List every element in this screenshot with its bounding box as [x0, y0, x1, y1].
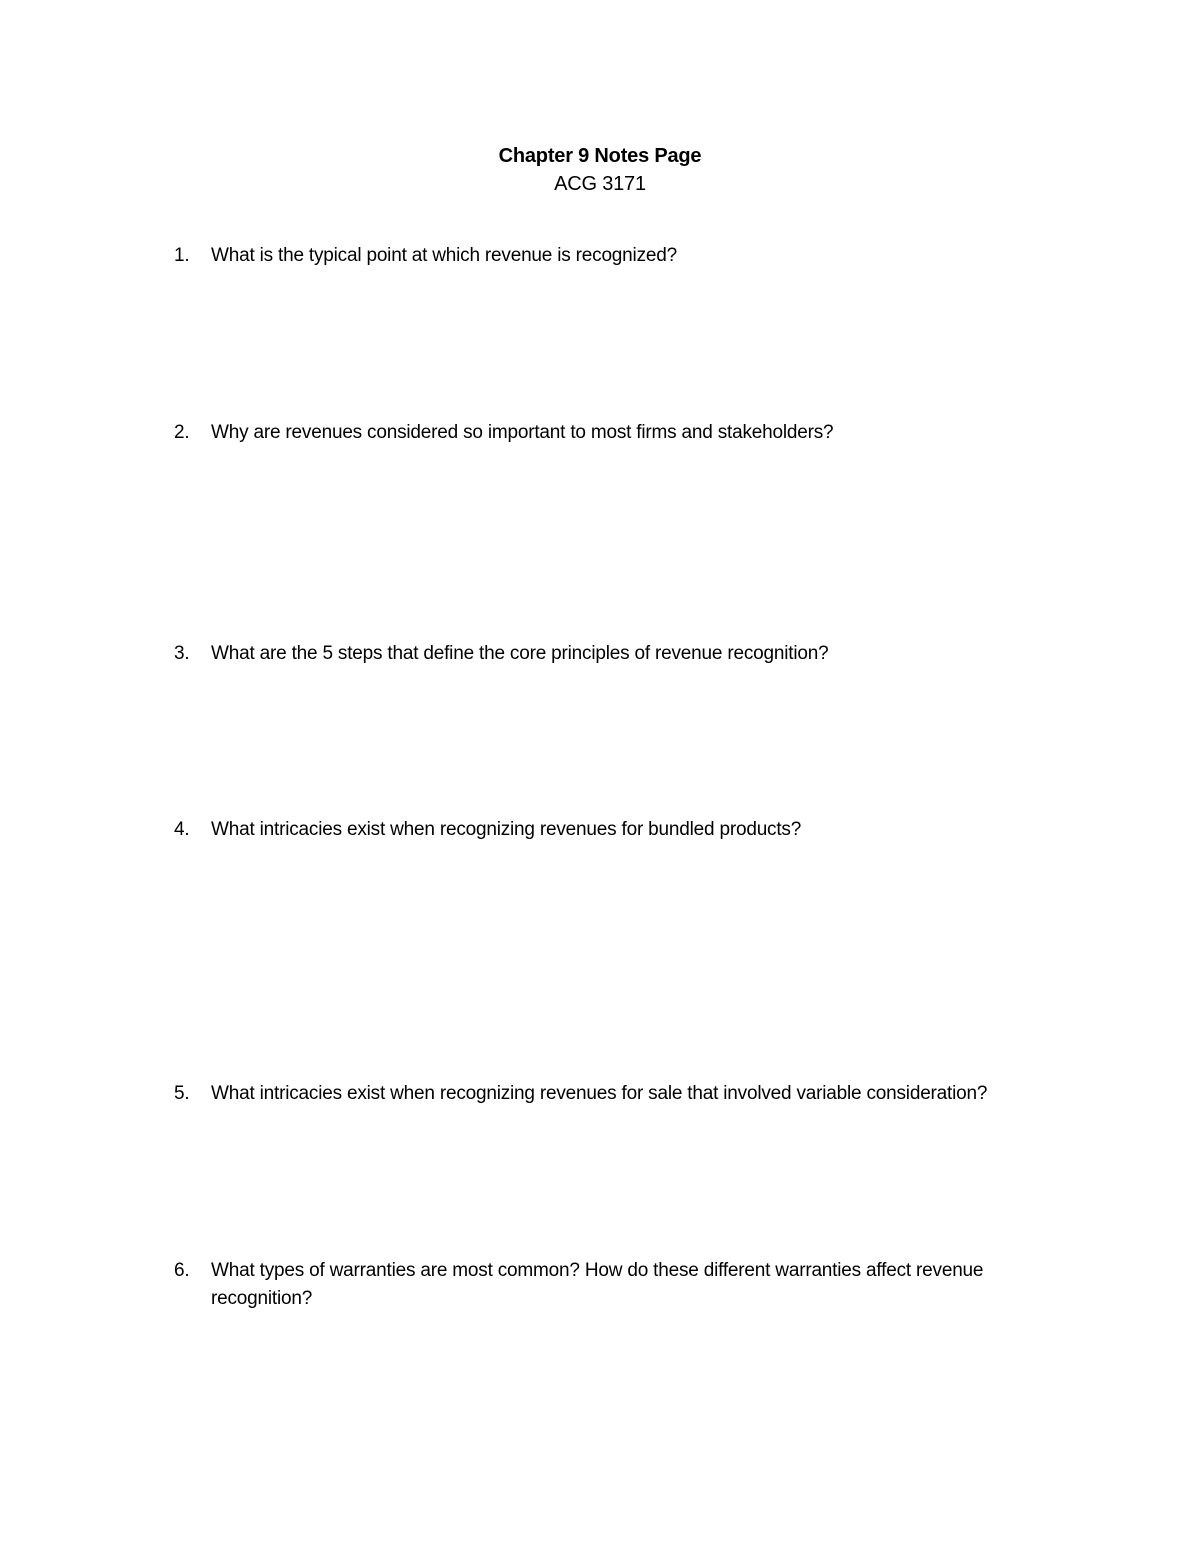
question-text: What are the 5 steps that define the core principles of revenue recognition? — [211, 643, 829, 664]
question-5 — [174, 1080, 1064, 1108]
question-4 — [174, 816, 1064, 844]
question-text: What intricacies exist when recognizing revenues for bundled products? — [211, 819, 802, 840]
question-number: 3. — [174, 643, 190, 664]
question-number: 1. — [174, 245, 190, 266]
question-number: 5. — [174, 1083, 190, 1104]
question-number: 6. — [174, 1260, 190, 1281]
question-text: Why are revenues considered so important to most firms and stakeholders? — [211, 422, 834, 443]
question-text: What intricacies exist when recognizing revenues for sale that involved variable consideration? — [211, 1083, 988, 1104]
question-text: What is the typical point at which revenue is recognized? — [211, 245, 677, 266]
course-code: ACG 3171 — [554, 173, 646, 195]
question-number: 2. — [174, 422, 190, 443]
question-number: 4. — [174, 819, 190, 840]
page-title: Chapter 9 Notes Page — [498, 145, 702, 167]
question-1 — [174, 242, 1064, 270]
question-6 — [174, 1257, 1064, 1313]
question-text: What types of warranties are most common? How do these different warranties affect revenue recognition? — [211, 1260, 984, 1309]
question-3 — [174, 640, 1064, 668]
question-2 — [174, 419, 1064, 447]
